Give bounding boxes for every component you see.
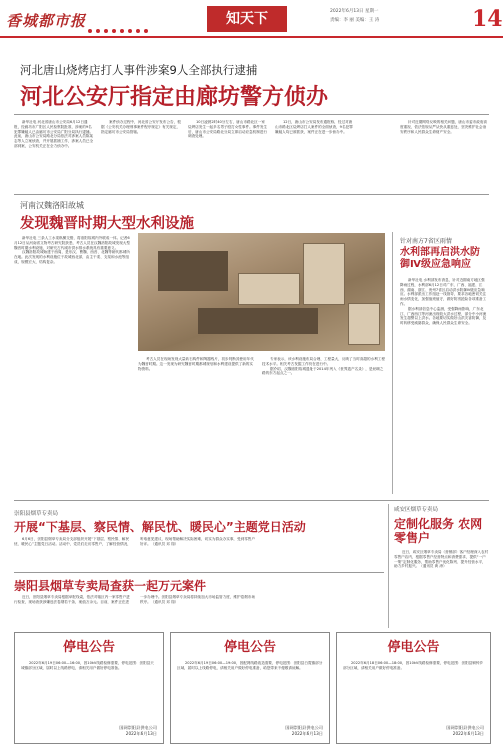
story2-col4: 专家表示，该水利设施布局合理、工程量大，反映了当时高超的水利工程技术水平。相关考古发掘工作仍在进行中。 据介绍，汉魏洛阳故城遗址于2014年列入《世界遗产名录》，是丝绸之路的东方起点之一。 — [262, 357, 385, 376]
story2-col3: 考古人员在现场发现大量砖石构件和陶器残片，初步判断其使用年代为魏晋时期。这一发现为研究魏晋时期都城规划和水利建设提供了新的实物资料。 — [138, 357, 254, 371]
side1-kicker: 针对南方7省区雨情 — [400, 238, 452, 245]
story5-body: 近日，崇阳县烟草专卖局根据举报线索，依法对辖区内一家零售户进行检查，现场查获涉嫌违法卷烟若干条，案值万余元。目前，案件正在进一步办理中。崇阳县烟草专卖局将持续加大市场监管力度，维护卷烟市场秩序。（通讯员 邓 翔） — [14, 595, 255, 604]
story1-col2: 案件侦办过程中，河北省公安厅发布公告，根据《公安机关办理刑事案件程序规定》有关规定，指定廊坊市公安局管辖。 — [101, 120, 181, 134]
story1-col5: 针对近期网络反映的相关问题，唐山市委市政府高度重视，依法依规从严从快从重惩处，坚决维护社会治安秩序和人民群众生命财产安全。 — [400, 120, 488, 134]
power-outage-notice — [170, 632, 330, 744]
divider — [14, 114, 489, 115]
story5-headline: 崇阳县烟草专卖局查获一起万元案件 — [14, 579, 207, 593]
story1-col1: 新华社电 河北省唐山市公安局6月12日通报，经廊坊市广阳区人民检察院批准，涉案的9名犯罪嫌疑人已由廊坊市公安局广阳分局执行逮捕。此前，唐山市公安局路北分局依法对涉案人员陈某志等人立案侦查，并开展抓捕工作，涉案人员已全部到案，公安机关正在全力侦办中。 — [14, 120, 94, 148]
section-title: 知天下 — [207, 6, 287, 32]
notice-body: 2022年6月19日06:00—16:00，因10kV线路检修需要，停电范围：崇阳县天城镇部分区域，届时以上线路停电，请相关用户做好停电准备。 — [21, 661, 154, 670]
notice-footer: 国网崇阳县供电公司 2022年6月13日 — [119, 725, 157, 736]
notice-footer: 国网崇阳县供电公司 2022年6月13日 — [446, 725, 484, 736]
divider — [14, 500, 489, 501]
notice-title: 停电公告 — [387, 640, 440, 655]
story4-kicker: 咸安区烟草专卖局 — [394, 507, 439, 513]
notice-body: 2022年6月18日06:00—18:00，因10kV线路检修需要，停电范围：崇阳县铜钟乡部分区域，请相关用户做好停电准备。 — [343, 661, 484, 670]
story2-kicker: 河南汉魏洛阳故城 — [20, 201, 84, 210]
story3-body: 6月6日，崇阳县烟草专卖局分支部组织开展“下基层、察民情、解民忧、暖民心”主题党日活动。活动中，党员们走访零售户，了解经营情况，听取意见建议，现场帮助解决实际困难，切实为群众办实事，受到零售户好评。（通讯员 邓 翔） — [14, 537, 255, 546]
page-number: 14 — [472, 6, 503, 32]
story1-col4: 12日，唐山市公安局发布通报称，经过对唐山市路北区烧烤店打人案件的全面侦查，9名犯罪嫌疑人均已被抓获，案件正在进一步侦办中。 — [275, 120, 353, 134]
divider — [14, 194, 489, 195]
power-outage-notice — [336, 632, 491, 744]
date-line: 2022年6月13日 星期一 — [330, 9, 379, 14]
notice-title: 停电公告 — [62, 640, 115, 655]
story3-headline: 开展“下基层、察民情、解民忧、暖民心”主题党日活动 — [14, 520, 306, 534]
side1-body: 新华社电 水利部发布消息，针对近期南方地区强降雨过程，水利部6月12日对广东、广西、福建、江西、湖南、浙江、贵州7省区启动洪水防御Ⅳ级应急响应。水利部派出工作组赴一线指导，要求各地密切关注雨水情变化，加强值班值守，做好防汛抢险各项准备工作。 据水利部信息中心监测，受强降雨影响，广东北江、广西西江等河流出现较大洪水过程，部分中小河流发生超警以上洪水。各地要切实做好山洪灾害防御，及时转移受威胁群众，确保人民群众生命安全。 — [400, 278, 487, 326]
story1-col3: 10日凌晨2时40分左右，唐山市路北区一家烧烤店发生一起多名男子殴打女性事件。事件发生后，唐山市公安局路北分局立即启动应急机制进行调查处理。 — [188, 120, 268, 139]
story3-kicker: 崇阳县烟草专卖局 — [14, 511, 59, 517]
decorative-dots — [88, 18, 178, 22]
story4-headline: 定制化服务 农网零售户 — [394, 517, 483, 545]
story2-headline: 发现魏晋时期大型水利设施 — [20, 216, 194, 232]
notice-title: 停电公告 — [223, 640, 276, 655]
side1-headline: 水利部再启洪水防御Ⅳ级应急响应 — [400, 247, 480, 270]
story1-subtitle: 河北唐山烧烤店打人事件涉案9人全部执行逮捕 — [20, 63, 258, 77]
notice-footer: 国网崇阳县供电公司 2022年6月13日 — [285, 725, 323, 736]
notice-body: 2022年6月19日06:00—19:00，因配网线路改造需要，停电范围：崇阳县白霓镇部分区域，届时以上线路停电，请相关用户做好停电准备，给您带来不便敬请谅解。 — [177, 661, 323, 670]
divider — [392, 232, 393, 494]
story2-col1: 新华社电 三条人工水渠纵横交错，将洛阳故城内外联成一体。记者6月12日从河南省文物考古研究院获悉，考古人员在汉魏洛阳故城发现大型魏晋时期水利设施，对研究古代城市供水排水系统具有重要意义。 汉魏洛阳故城始建于西周，是东汉、曹魏、西晋、北魏等朝代都城所在地。此次发现的水利设施位于故城西北部，由主干渠、支渠和水池等组成，规模宏大、结构复杂。 — [14, 236, 130, 264]
power-outage-notice — [14, 632, 164, 744]
story4-body: 近日，咸安区烟草专卖局（营销部）客户经理深入农村零售户店内，根据零售户经营特点和消费需求，提供“一户一策”定制化服务，帮助零售户优化陈列、提升经营水平，助力乡村振兴。（通讯员 黄 涛） — [394, 550, 489, 569]
editor-line: 责编：李 丽 美编：王 涛 — [330, 18, 380, 23]
brand-logo: 香城都市报 — [6, 12, 87, 30]
story1-headline: 河北公安厅指定由廊坊警方侦办 — [20, 85, 329, 110]
excavation-photo — [138, 233, 385, 351]
divider — [14, 572, 384, 573]
divider — [388, 504, 389, 628]
